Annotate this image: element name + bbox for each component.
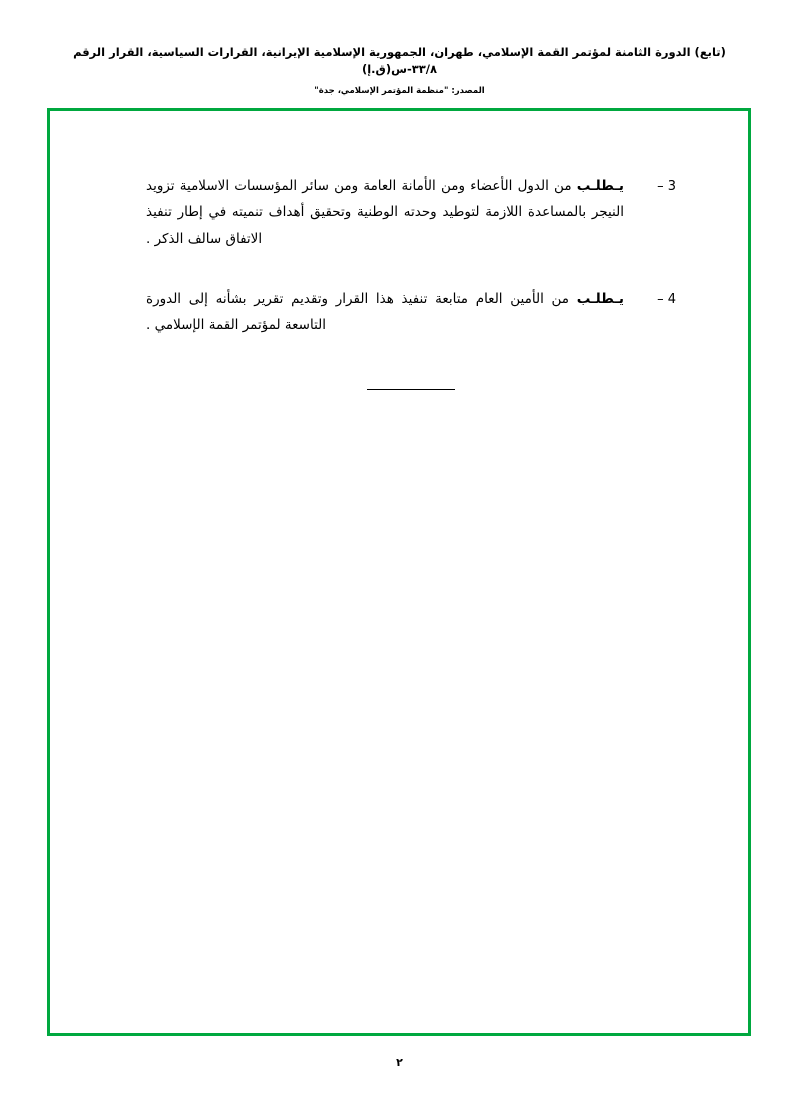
green-content-frame: [47, 108, 751, 1036]
clause-item: [146, 286, 676, 339]
clause-lead-verb: يـطلـب: [576, 290, 624, 307]
horizontal-rule: [367, 389, 455, 390]
clause-dash: –: [657, 291, 664, 307]
clause-dash: –: [657, 179, 664, 194]
clause-text: من الأمين العام متابعة تنفيذ هذا القرار وتقديم تقرير بشأنه إلى الدورة التاسعة لمؤتمر القمة الإسلامي .: [146, 290, 577, 334]
page-header: [60, 44, 739, 96]
clause-marker: [624, 286, 676, 312]
page-number: ٢: [396, 1056, 403, 1069]
clause-marker: [624, 173, 676, 199]
clause-item: [146, 173, 676, 252]
header-source: المصدر: "منظمة المؤتمر الإسلامي، جدة": [314, 85, 485, 96]
header-title: (تابع) الدورة الثامنة لمؤتمر القمة الإسلامي، طهران، الجمهورية الإسلامية الإيرانية، القرارات السياسية، القرار الرقم ٣٣/٨-س(ق.إ): [73, 45, 726, 77]
section-divider-wrap: [146, 379, 676, 398]
resolution-clauses: [146, 173, 676, 398]
clause-body: [146, 173, 624, 252]
clause-text: من الدول الأعضاء ومن الأمانة العامة ومن سائر المؤسسات الاسلامية تزويد النيجر بالمساعدة اللازمة لتوطيد وحدته الوطنية وتحقيق أهداف تنميته في إطار تنفيذ الاتفاق سالف الذكر .: [146, 178, 624, 247]
clause-body: [146, 286, 624, 339]
clause-number: 4: [667, 291, 676, 307]
clause-number: 3: [667, 179, 676, 194]
clause-lead-verb: يـطلـب: [576, 178, 624, 194]
